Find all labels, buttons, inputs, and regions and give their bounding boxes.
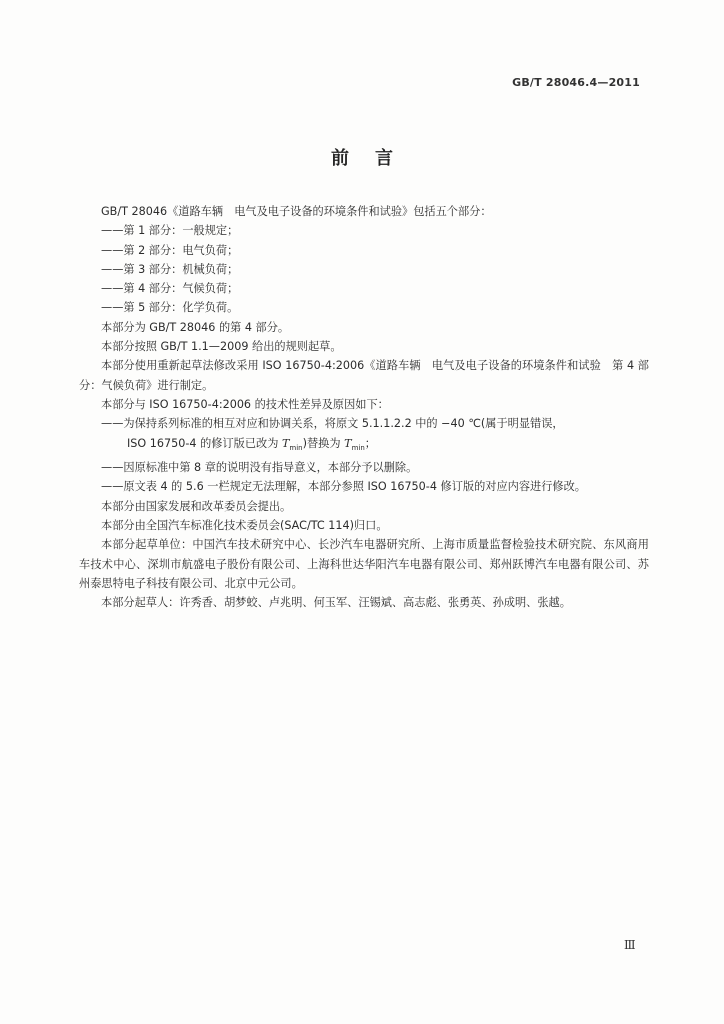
difference-1-cont-pre: ISO 16750-4 的修订版已改为 — [127, 436, 282, 450]
t-min-sub: min — [289, 443, 303, 452]
list-item-part4: ——第 4 部分：气候负荷； — [101, 282, 239, 296]
list-item-part5: ——第 5 部分：化学负荷。 — [101, 301, 239, 315]
page-title: 前言 — [331, 148, 419, 169]
difference-1-cont-end: ； — [364, 436, 376, 450]
difference-1-cont-mid: )替换为 — [302, 436, 345, 450]
paragraph-drafting-rules: 本部分按照 GB/T 1.1—2009 给出的规则起草。 — [101, 340, 342, 354]
list-item-difference-1-cont — [79, 434, 649, 459]
paragraph-drafting-units: 本部分起草单位：中国汽车技术研究中心、长沙汽车电器研究所、上海市质量监督检验技术研究院、东风商用车技术中心、深圳市航盛电子股份有限公司、上海科世达华阳汽车电器有限公司、郑州跃博汽车电器有限公司、苏州泰思特电子科技有限公司、北京中元公司。 — [79, 538, 649, 590]
paragraph-differences-intro: 本部分与 ISO 16750-4:2006 的技术性差异及原因如下： — [101, 397, 389, 411]
list-item-part1: ——第 1 部分：一般规定； — [101, 224, 239, 238]
paragraph-adoption: 本部分使用重新起草法修改采用 ISO 16750-4:2006《道路车辆 电气及电子设备的环境条件和试验 第 4 部分：气候负荷》进行制定。 — [79, 359, 649, 392]
foreword-body — [79, 202, 649, 612]
paragraph-proposer: 本部分由国家发展和改革委员会提出。 — [101, 499, 292, 513]
standard-code: GB/T 28046.4—2011 — [512, 76, 640, 89]
list-item-difference-2: ——因原标准中第 8 章的说明没有指导意义，本部分予以删除。 — [101, 461, 418, 475]
list-item-difference-3: ——原文表 4 的 5.6 一栏规定无法理解，本部分参照 ISO 16750-4 修订版的对应内容进行修改。 — [101, 480, 586, 494]
list-item-part3: ——第 3 部分：机械负荷； — [101, 262, 239, 276]
paragraph-administrator: 本部分由全国汽车标准化技术委员会(SAC/TC 114)归口。 — [101, 518, 388, 532]
paragraph-intro: GB/T 28046《道路车辆 电气及电子设备的环境条件和试验》包括五个部分： — [101, 205, 492, 218]
paragraph-part-of: 本部分为 GB/T 28046 的第 4 部分。 — [101, 320, 290, 334]
t-min-var: T — [281, 436, 290, 450]
paragraph-drafters: 本部分起草人：许秀香、胡梦蛟、卢兆明、何玉军、汪锡斌、高志彪、张勇英、孙成明、张越。 — [101, 596, 571, 610]
page-number: Ⅲ — [624, 938, 636, 952]
list-item-part2: ——第 2 部分：电气负荷； — [101, 243, 239, 257]
list-item-difference-1: ——为保持系列标准的相互对应和协调关系，将原文 5.1.1.2.2 中的 −40 ℃(属于明显错误， — [101, 417, 564, 431]
t-min-sub-2: min — [351, 443, 365, 452]
t-min-var-2: T — [344, 436, 352, 450]
